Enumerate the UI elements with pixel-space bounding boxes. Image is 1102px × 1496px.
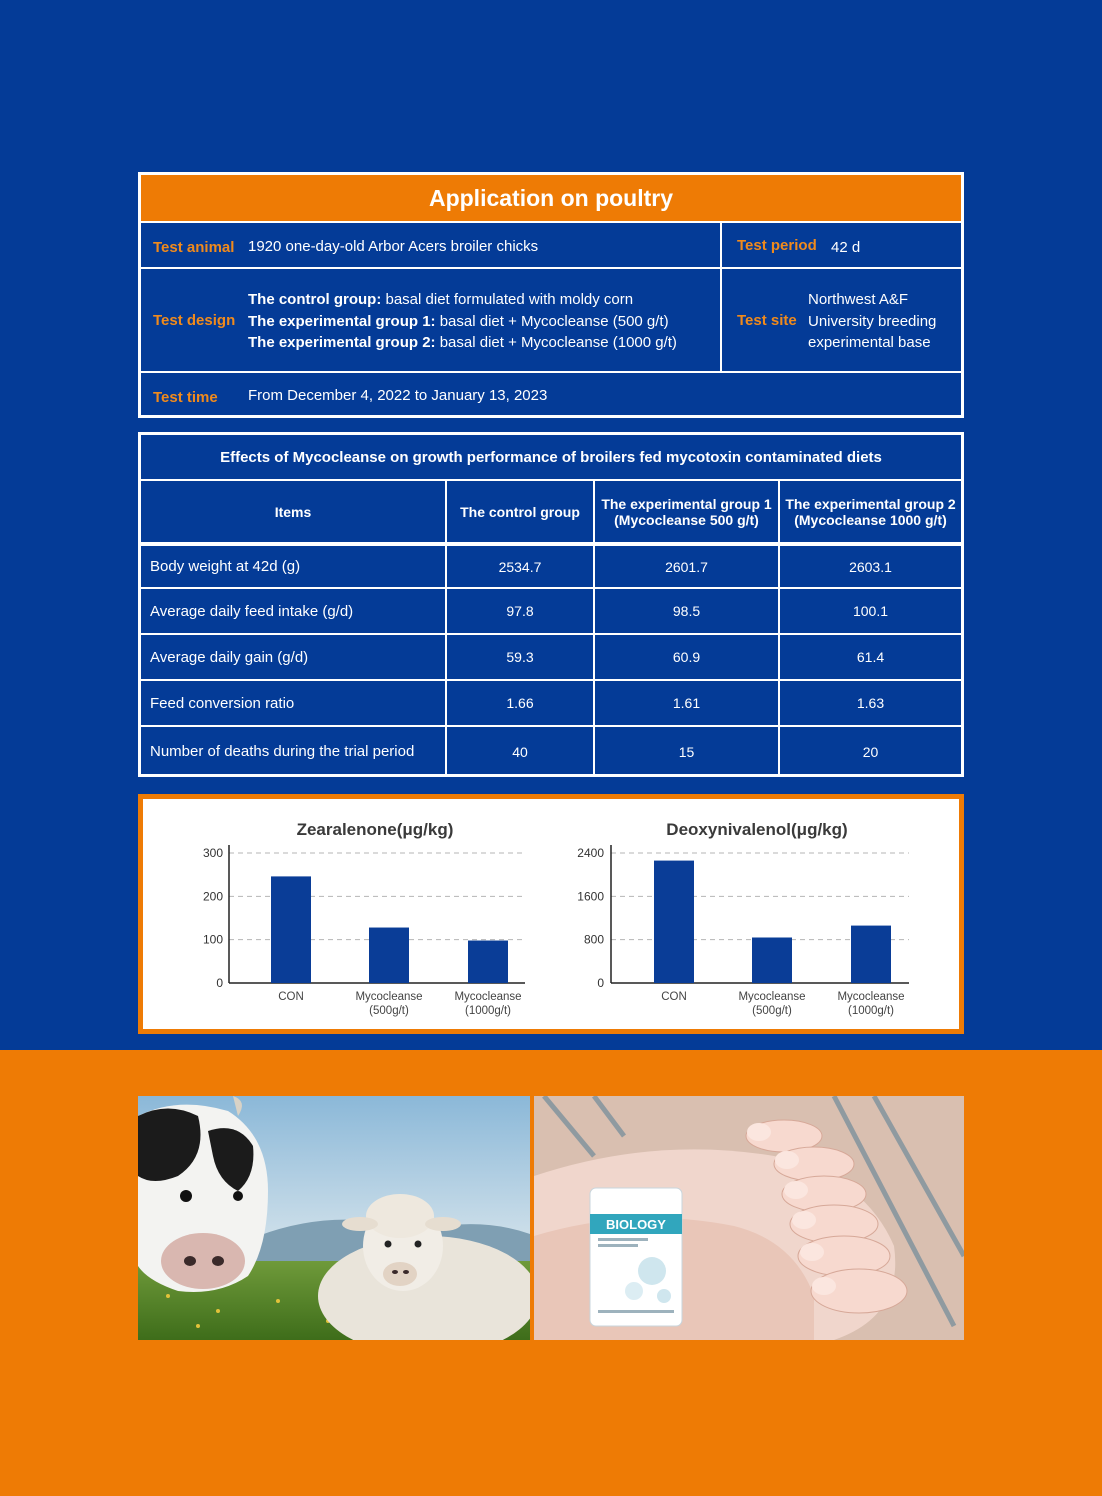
x-tick-label: Mycocleanse <box>837 991 905 1003</box>
row-label: Average daily feed intake (g/d) <box>141 589 447 633</box>
x-tick-label: CON <box>661 991 687 1003</box>
x-tick-label: Mycocleanse <box>454 991 522 1003</box>
chart-title: Deoxynivalenol(μg/kg) <box>666 820 848 839</box>
x-tick-label: CON <box>278 991 304 1003</box>
y-tick-label: 200 <box>202 889 223 904</box>
row-value: 20 <box>862 743 879 760</box>
header-items: Items <box>141 481 447 542</box>
row-value: 40 <box>447 727 595 776</box>
row-value: 60.9 <box>595 635 780 679</box>
row-value: 61.4 <box>856 649 885 665</box>
row-value: 2534.7 <box>447 546 595 587</box>
table-row <box>141 635 961 681</box>
x-tick-label: (500g/t) <box>752 1005 792 1017</box>
bar <box>752 938 792 984</box>
test-time-value: From December 4, 2022 to January 13, 2023 <box>248 387 548 404</box>
table-caption: Effects of Mycocleanse on growth performance of broilers fed mycotoxin contaminated diets <box>141 435 961 481</box>
header-exp2: The experimental group 2 (Mycocleanse 1000 g/t) <box>785 495 956 528</box>
bar <box>468 941 508 983</box>
table-row <box>141 589 961 635</box>
bar <box>851 926 891 983</box>
row-label: Average daily gain (g/d) <box>141 635 447 679</box>
test-period-value: 42 d <box>831 239 861 256</box>
header-control: The control group <box>447 481 595 542</box>
y-tick-label: 0 <box>597 976 604 990</box>
design-line-exp2: The experimental group 2: basal diet + Mycocleanse (1000 g/t) <box>248 334 677 351</box>
y-tick-label: 100 <box>202 932 223 947</box>
row-label: Feed conversion ratio <box>141 681 447 725</box>
x-tick-label: (500g/t) <box>369 1005 409 1017</box>
table-row <box>141 544 961 589</box>
chart-title: Zearalenone(μg/kg) <box>296 820 454 839</box>
test-site-label: Test site <box>737 312 797 329</box>
divider <box>720 269 722 371</box>
row-test-design <box>141 269 961 373</box>
row-value: 100.1 <box>852 603 889 619</box>
table-header-row <box>141 481 961 544</box>
test-time-label: Test time <box>153 389 218 406</box>
cow-sheep-photo <box>138 1096 530 1340</box>
test-design-label: Test design <box>153 312 236 329</box>
design-lines <box>248 289 677 354</box>
y-tick-label: 1600 <box>577 889 604 904</box>
mycotoxin-charts <box>138 794 964 1034</box>
row-value: 1.61 <box>595 681 780 725</box>
test-period-label: Test period <box>737 237 817 254</box>
row-value: 97.8 <box>447 589 595 633</box>
cow-sheep-illustration <box>138 1096 530 1340</box>
design-line-control: The control group: basal diet formulated with moldy corn <box>248 291 634 308</box>
test-animal-label: Test animal <box>153 239 235 256</box>
y-tick-label: 2400 <box>577 846 604 860</box>
x-tick-label: Mycocleanse <box>355 991 423 1003</box>
charts-svg <box>143 799 959 1029</box>
table-row <box>141 727 961 776</box>
row-value: 15 <box>595 727 780 776</box>
growth-performance-table <box>138 432 964 777</box>
row-value: 98.5 <box>595 589 780 633</box>
test-site-value: Northwest A&F University breeding experimental base <box>808 291 937 351</box>
table-grid <box>141 481 961 776</box>
info-table-title: Application on poultry <box>141 175 961 223</box>
bar <box>654 861 694 983</box>
row-label: Number of deaths during the trial period <box>141 727 447 776</box>
product-bag-label: BIOLOGY <box>606 1217 666 1232</box>
bar <box>271 876 311 983</box>
x-tick-label: Mycocleanse <box>738 991 806 1003</box>
divider <box>720 223 722 267</box>
row-value: 1.63 <box>856 695 885 711</box>
row-label: Body weight at 42d (g) <box>141 546 447 587</box>
row-test-animal <box>141 223 961 269</box>
y-tick-label: 800 <box>583 932 604 947</box>
bar <box>369 928 409 983</box>
table-row <box>141 681 961 727</box>
x-tick-label: (1000g/t) <box>464 1005 512 1017</box>
y-tick-label: 0 <box>216 976 223 990</box>
x-tick-label: (1000g/t) <box>847 1005 895 1017</box>
test-animal-value: 1920 one-day-old Arbor Acers broiler chicks <box>248 238 539 255</box>
design-line-exp1: The experimental group 1: basal diet + Mycocleanse (500 g/t) <box>248 312 669 330</box>
row-value: 1.66 <box>447 681 595 725</box>
row-value: 2601.7 <box>595 546 780 587</box>
sow-piglets-illustration <box>534 1096 964 1340</box>
row-test-time <box>141 373 961 415</box>
sow-piglets-photo <box>534 1096 964 1340</box>
trial-info-table <box>138 172 964 418</box>
row-value: 59.3 <box>447 635 595 679</box>
row-value: 2603.1 <box>849 558 892 575</box>
y-tick-label: 300 <box>202 846 223 860</box>
header-exp1: The experimental group 1 (Mycocleanse 500 g/t) <box>595 481 780 542</box>
